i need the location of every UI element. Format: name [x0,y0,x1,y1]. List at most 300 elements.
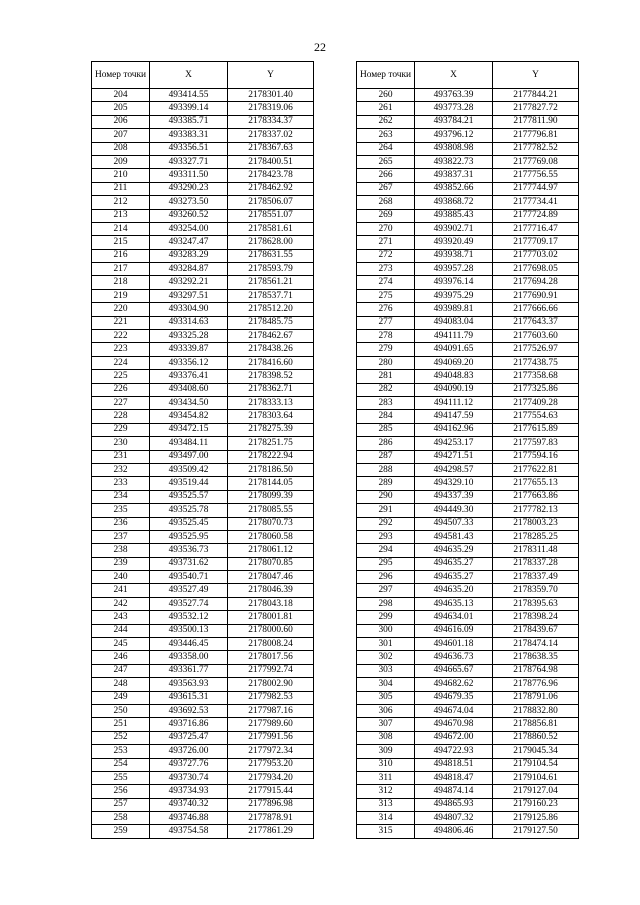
x-coordinate-cell: 494337.39 [415,490,493,503]
point-number-cell: 310 [357,758,415,771]
y-coordinate-cell: 2178251.75 [228,437,314,450]
point-number-cell: 269 [357,209,415,222]
point-number-cell: 226 [92,383,150,396]
y-coordinate-cell: 2178551.07 [228,209,314,222]
x-coordinate-cell: 493290.23 [150,182,228,195]
y-coordinate-cell: 2178776.96 [493,678,579,691]
point-number-cell: 253 [92,745,150,758]
y-coordinate-cell: 2177409.28 [493,396,579,409]
y-coordinate-cell: 2177663.86 [493,490,579,503]
x-coordinate-cell: 494090.19 [415,383,493,396]
point-number-cell: 232 [92,463,150,476]
header-point-number: Номер точки [92,62,150,89]
x-coordinate-cell: 493434.50 [150,396,228,409]
x-coordinate-cell: 493446.45 [150,638,228,651]
table-row [357,825,579,838]
x-coordinate-cell: 493525.45 [150,517,228,530]
x-coordinate-cell: 494162.96 [415,423,493,436]
table-row [92,530,314,543]
y-coordinate-cell: 2177703.02 [493,249,579,262]
y-coordinate-cell: 2177698.05 [493,263,579,276]
x-coordinate-cell: 493763.39 [415,89,493,102]
point-number-cell: 246 [92,651,150,664]
y-coordinate-cell: 2178439.67 [493,624,579,637]
y-coordinate-cell: 2177782.52 [493,142,579,155]
y-coordinate-cell: 2178046.39 [228,584,314,597]
table-row [92,704,314,717]
point-number-cell: 314 [357,812,415,825]
table-row [92,785,314,798]
point-number-cell: 263 [357,129,415,142]
x-coordinate-cell: 494635.29 [415,544,493,557]
point-number-cell: 313 [357,798,415,811]
y-coordinate-cell: 2178301.40 [228,89,314,102]
x-coordinate-cell: 494091.65 [415,343,493,356]
table-row [92,89,314,102]
x-coordinate-cell: 494670.98 [415,718,493,731]
x-coordinate-cell: 494083.04 [415,316,493,329]
x-coordinate-cell: 493808.98 [415,142,493,155]
x-coordinate-cell: 493519.44 [150,477,228,490]
y-coordinate-cell: 2177615.89 [493,423,579,436]
y-coordinate-cell: 2178285.25 [493,530,579,543]
table-row [92,745,314,758]
y-coordinate-cell: 2179127.04 [493,785,579,798]
y-coordinate-cell: 2177896.98 [228,798,314,811]
table-row [357,236,579,249]
y-coordinate-cell: 2177734.41 [493,196,579,209]
header-y: Y [228,62,314,89]
y-coordinate-cell: 2178462.67 [228,330,314,343]
y-coordinate-cell: 2177756.55 [493,169,579,182]
y-coordinate-cell: 2177655.13 [493,477,579,490]
table-row [92,664,314,677]
table-row [357,437,579,450]
point-number-cell: 295 [357,557,415,570]
table-row [92,129,314,142]
point-number-cell: 294 [357,544,415,557]
x-coordinate-cell: 493975.29 [415,289,493,302]
y-coordinate-cell: 2177694.28 [493,276,579,289]
y-coordinate-cell: 2178485.75 [228,316,314,329]
table-row [92,651,314,664]
point-number-cell: 315 [357,825,415,838]
point-number-cell: 283 [357,396,415,409]
y-coordinate-cell: 2178398.52 [228,370,314,383]
table-row [92,356,314,369]
table-row [357,718,579,731]
header-y: Y [493,62,579,89]
point-number-cell: 300 [357,624,415,637]
x-coordinate-cell: 493356.51 [150,142,228,155]
x-coordinate-cell: 493339.87 [150,343,228,356]
table-row [357,557,579,570]
x-coordinate-cell: 494616.09 [415,624,493,637]
coordinates-table-right [356,61,579,839]
x-coordinate-cell: 493385.71 [150,115,228,128]
x-coordinate-cell: 493297.51 [150,289,228,302]
table-row [357,544,579,557]
point-number-cell: 228 [92,410,150,423]
x-coordinate-cell: 493361.77 [150,664,228,677]
x-coordinate-cell: 494601.18 [415,638,493,651]
table-row [92,517,314,530]
point-number-cell: 302 [357,651,415,664]
table-row [357,263,579,276]
point-number-cell: 227 [92,396,150,409]
y-coordinate-cell: 2178319.06 [228,102,314,115]
y-coordinate-cell: 2178017.56 [228,651,314,664]
y-coordinate-cell: 2177554.63 [493,410,579,423]
table-row [92,370,314,383]
x-coordinate-cell: 493525.57 [150,490,228,503]
y-coordinate-cell: 2178506.07 [228,196,314,209]
x-coordinate-cell: 493692.53 [150,704,228,717]
x-coordinate-cell: 493472.15 [150,423,228,436]
y-coordinate-cell: 2178764.98 [493,664,579,677]
y-coordinate-cell: 2177878.91 [228,812,314,825]
point-number-cell: 258 [92,812,150,825]
table-row [357,678,579,691]
x-coordinate-cell: 494298.57 [415,463,493,476]
point-number-cell: 214 [92,222,150,235]
y-coordinate-cell: 2178337.28 [493,557,579,570]
table-row [92,571,314,584]
x-coordinate-cell: 493509.42 [150,463,228,476]
point-number-cell: 266 [357,169,415,182]
x-coordinate-cell: 494682.62 [415,678,493,691]
table-row [92,330,314,343]
point-number-cell: 268 [357,196,415,209]
header-x: X [150,62,228,89]
page-number: 22 [314,40,326,54]
y-coordinate-cell: 2178474.14 [493,638,579,651]
point-number-cell: 224 [92,356,150,369]
x-coordinate-cell: 493247.47 [150,236,228,249]
table-row [357,303,579,316]
point-number-cell: 219 [92,289,150,302]
point-number-cell: 311 [357,771,415,784]
y-coordinate-cell: 2177716.47 [493,222,579,235]
point-number-cell: 216 [92,249,150,262]
table-row [357,691,579,704]
point-number-cell: 260 [357,89,415,102]
y-coordinate-cell: 2177982.53 [228,691,314,704]
x-coordinate-cell: 494111.12 [415,396,493,409]
y-coordinate-cell: 2178512.20 [228,303,314,316]
table-row [92,638,314,651]
table-row [92,584,314,597]
y-coordinate-cell: 2178047.46 [228,571,314,584]
point-number-cell: 212 [92,196,150,209]
y-coordinate-cell: 2178085.55 [228,504,314,517]
x-coordinate-cell: 493852.66 [415,182,493,195]
y-coordinate-cell: 2178337.49 [493,571,579,584]
y-coordinate-cell: 2177987.16 [228,704,314,717]
point-number-cell: 307 [357,718,415,731]
point-number-cell: 287 [357,450,415,463]
point-number-cell: 205 [92,102,150,115]
table-row [357,530,579,543]
y-coordinate-cell: 2178061.12 [228,544,314,557]
table-row [357,316,579,329]
x-coordinate-cell: 494048.83 [415,370,493,383]
table-row [357,785,579,798]
table-row [92,316,314,329]
y-coordinate-cell: 2177603.60 [493,330,579,343]
point-number-cell: 303 [357,664,415,677]
point-number-cell: 233 [92,477,150,490]
y-coordinate-cell: 2178003.23 [493,517,579,530]
point-number-cell: 244 [92,624,150,637]
point-number-cell: 305 [357,691,415,704]
table-row [357,798,579,811]
point-number-cell: 250 [92,704,150,717]
x-coordinate-cell: 494581.43 [415,530,493,543]
y-coordinate-cell: 2177844.21 [493,89,579,102]
table-row [92,504,314,517]
x-coordinate-cell: 494111.79 [415,330,493,343]
header-x: X [415,62,493,89]
table-row [357,169,579,182]
point-number-cell: 312 [357,785,415,798]
point-number-cell: 291 [357,504,415,517]
point-number-cell: 211 [92,182,150,195]
x-coordinate-cell: 494722.93 [415,745,493,758]
table-row [92,798,314,811]
table-row [357,209,579,222]
x-coordinate-cell: 494635.20 [415,584,493,597]
point-number-cell: 243 [92,611,150,624]
table-row [357,129,579,142]
x-coordinate-cell: 493740.32 [150,798,228,811]
y-coordinate-cell: 2179160.23 [493,798,579,811]
table-row [357,638,579,651]
x-coordinate-cell: 493283.29 [150,249,228,262]
x-coordinate-cell: 494818.51 [415,758,493,771]
y-coordinate-cell: 2178359.70 [493,584,579,597]
table-row [92,182,314,195]
y-coordinate-cell: 2177769.08 [493,155,579,168]
point-number-cell: 299 [357,611,415,624]
x-coordinate-cell: 494807.32 [415,812,493,825]
table-row [92,115,314,128]
x-coordinate-cell: 493837.31 [415,169,493,182]
point-number-cell: 264 [357,142,415,155]
table-row [92,678,314,691]
x-coordinate-cell: 494634.01 [415,611,493,624]
y-coordinate-cell: 2177827.72 [493,102,579,115]
table-row [92,142,314,155]
x-coordinate-cell: 494635.27 [415,557,493,570]
table-row [92,597,314,610]
x-coordinate-cell: 493304.90 [150,303,228,316]
y-coordinate-cell: 2178400.51 [228,155,314,168]
table-row [92,624,314,637]
x-coordinate-cell: 493989.81 [415,303,493,316]
y-coordinate-cell: 2178043.18 [228,597,314,610]
point-number-cell: 261 [357,102,415,115]
y-coordinate-cell: 2178001.81 [228,611,314,624]
point-number-cell: 270 [357,222,415,235]
table-row [92,263,314,276]
x-coordinate-cell: 493725.47 [150,731,228,744]
table-row [357,115,579,128]
y-coordinate-cell: 2177643.37 [493,316,579,329]
table-row [92,383,314,396]
y-coordinate-cell: 2178416.60 [228,356,314,369]
point-number-cell: 277 [357,316,415,329]
table-row [357,383,579,396]
x-coordinate-cell: 493484.11 [150,437,228,450]
x-coordinate-cell: 493784.21 [415,115,493,128]
point-number-cell: 231 [92,450,150,463]
x-coordinate-cell: 493273.50 [150,196,228,209]
table-row [357,196,579,209]
table-header-row [92,62,314,89]
table-row [92,437,314,450]
point-number-cell: 222 [92,330,150,343]
table-row [92,758,314,771]
x-coordinate-cell: 493356.12 [150,356,228,369]
table-row [357,611,579,624]
table-row [357,89,579,102]
table-row [357,396,579,409]
table-row [92,423,314,436]
table-row [357,182,579,195]
x-coordinate-cell: 493716.86 [150,718,228,731]
y-coordinate-cell: 2178791.06 [493,691,579,704]
point-number-cell: 247 [92,664,150,677]
point-number-cell: 209 [92,155,150,168]
y-coordinate-cell: 2178581.61 [228,222,314,235]
point-number-cell: 275 [357,289,415,302]
point-number-cell: 278 [357,330,415,343]
y-coordinate-cell: 2177744.97 [493,182,579,195]
table-row [92,169,314,182]
table-row [357,624,579,637]
point-number-cell: 257 [92,798,150,811]
y-coordinate-cell: 2178337.02 [228,129,314,142]
point-number-cell: 304 [357,678,415,691]
x-coordinate-cell: 493311.50 [150,169,228,182]
table-row [357,664,579,677]
y-coordinate-cell: 2178631.55 [228,249,314,262]
point-number-cell: 296 [357,571,415,584]
y-coordinate-cell: 2177934.20 [228,771,314,784]
point-number-cell: 223 [92,343,150,356]
table-row [92,236,314,249]
point-number-cell: 234 [92,490,150,503]
point-number-cell: 207 [92,129,150,142]
x-coordinate-cell: 493358.00 [150,651,228,664]
x-coordinate-cell: 494865.93 [415,798,493,811]
point-number-cell: 286 [357,437,415,450]
table-row [357,504,579,517]
x-coordinate-cell: 493957.28 [415,263,493,276]
table-row [92,396,314,409]
table-row [92,450,314,463]
y-coordinate-cell: 2177438.75 [493,356,579,369]
table-row [357,343,579,356]
x-coordinate-cell: 493399.14 [150,102,228,115]
point-number-cell: 238 [92,544,150,557]
point-number-cell: 281 [357,370,415,383]
x-coordinate-cell: 493414.55 [150,89,228,102]
y-coordinate-cell: 2178186.50 [228,463,314,476]
table-row [92,490,314,503]
table-row [357,517,579,530]
y-coordinate-cell: 2178367.63 [228,142,314,155]
y-coordinate-cell: 2178303.64 [228,410,314,423]
table-row [357,731,579,744]
x-coordinate-cell: 493525.95 [150,530,228,543]
table-row [92,544,314,557]
y-coordinate-cell: 2178333.13 [228,396,314,409]
point-number-cell: 298 [357,597,415,610]
point-number-cell: 220 [92,303,150,316]
table-row [357,289,579,302]
x-coordinate-cell: 493525.78 [150,504,228,517]
table-row [357,651,579,664]
y-coordinate-cell: 2177953.20 [228,758,314,771]
table-row [357,745,579,758]
point-number-cell: 271 [357,236,415,249]
y-coordinate-cell: 2177325.86 [493,383,579,396]
table-row [92,463,314,476]
x-coordinate-cell: 494679.35 [415,691,493,704]
x-coordinate-cell: 493532.12 [150,611,228,624]
point-number-cell: 276 [357,303,415,316]
x-coordinate-cell: 493563.93 [150,678,228,691]
point-number-cell: 239 [92,557,150,570]
point-number-cell: 241 [92,584,150,597]
point-number-cell: 308 [357,731,415,744]
table-row [357,477,579,490]
y-coordinate-cell: 2179127.50 [493,825,579,838]
x-coordinate-cell: 494818.47 [415,771,493,784]
point-number-cell: 252 [92,731,150,744]
table-row [92,102,314,115]
coordinates-table-left [91,61,314,839]
x-coordinate-cell: 493885.43 [415,209,493,222]
y-coordinate-cell: 2178000.60 [228,624,314,637]
y-coordinate-cell: 2177915.44 [228,785,314,798]
y-coordinate-cell: 2177594.16 [493,450,579,463]
y-coordinate-cell: 2179045.34 [493,745,579,758]
y-coordinate-cell: 2178008.24 [228,638,314,651]
x-coordinate-cell: 494069.20 [415,356,493,369]
x-coordinate-cell: 493822.73 [415,155,493,168]
y-coordinate-cell: 2178060.58 [228,530,314,543]
x-coordinate-cell: 494672.00 [415,731,493,744]
y-coordinate-cell: 2178362.71 [228,383,314,396]
x-coordinate-cell: 494806.46 [415,825,493,838]
table-row [92,343,314,356]
y-coordinate-cell: 2178593.79 [228,263,314,276]
x-coordinate-cell: 494253.17 [415,437,493,450]
point-number-cell: 225 [92,370,150,383]
x-coordinate-cell: 493920.49 [415,236,493,249]
point-number-cell: 288 [357,463,415,476]
table-row [357,276,579,289]
table-row [92,718,314,731]
table-row [92,812,314,825]
point-number-cell: 240 [92,571,150,584]
y-coordinate-cell: 2178860.52 [493,731,579,744]
x-coordinate-cell: 493314.63 [150,316,228,329]
y-coordinate-cell: 2177526.97 [493,343,579,356]
